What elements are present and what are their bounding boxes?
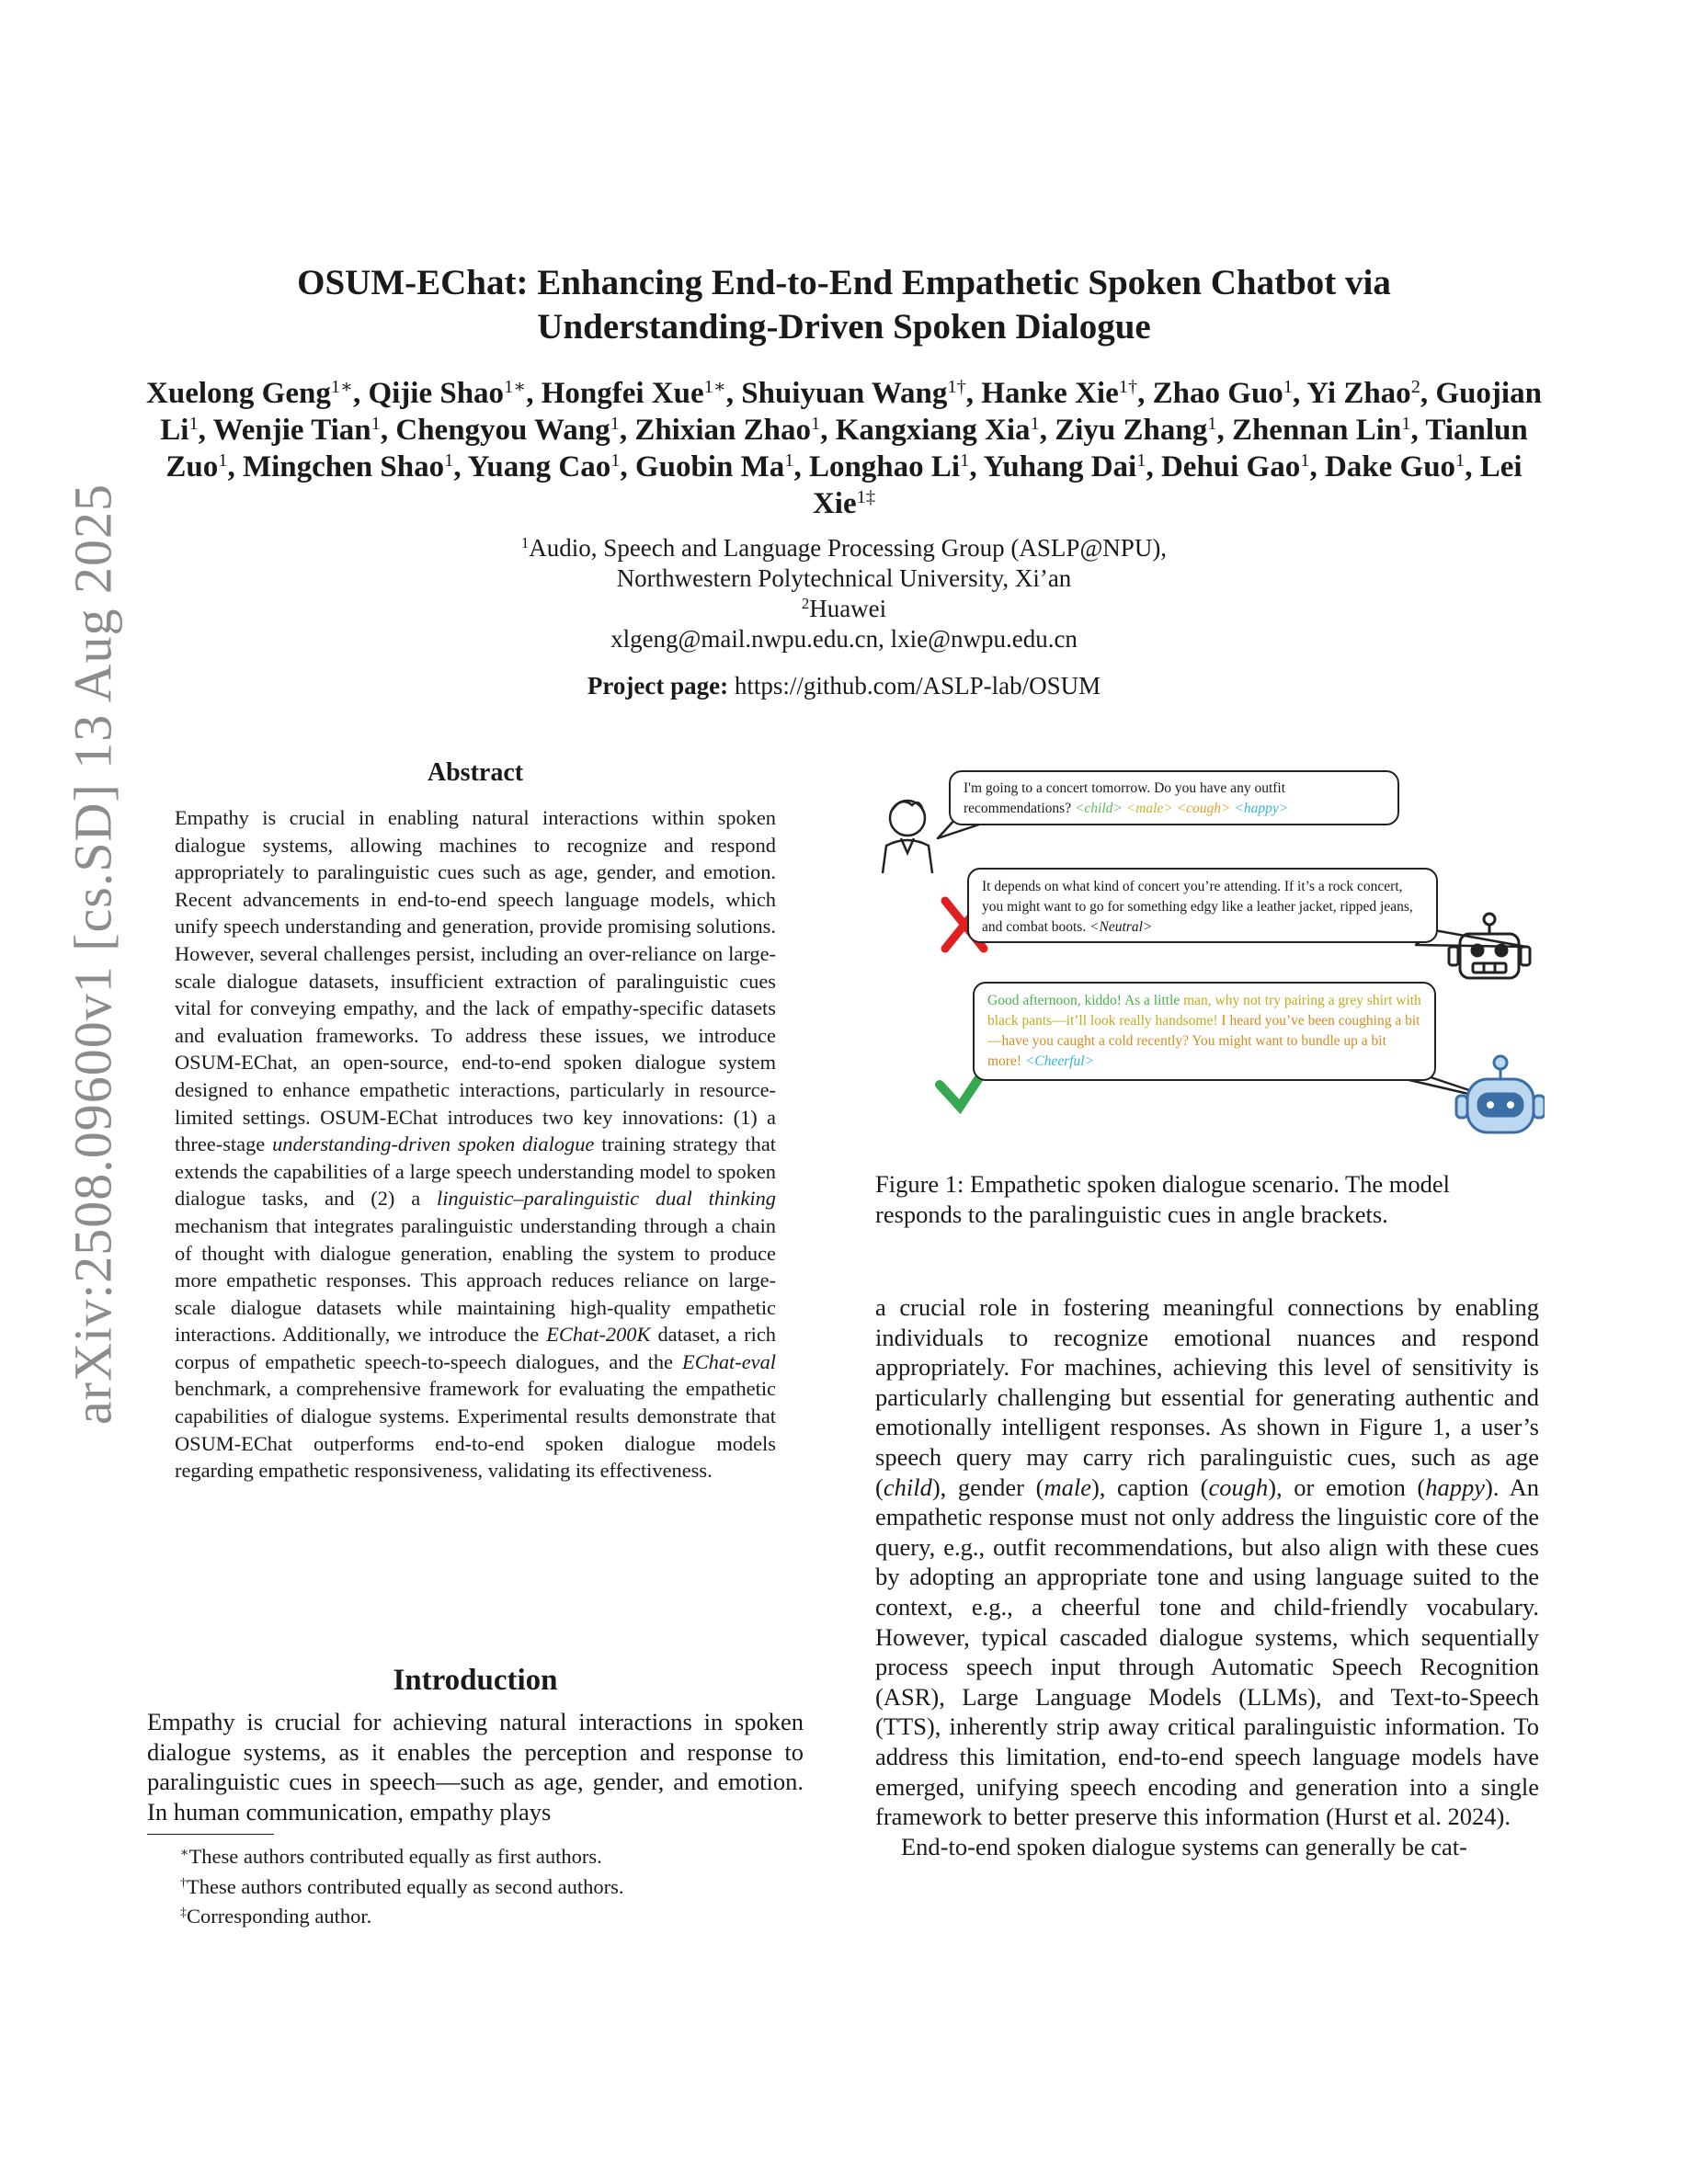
body-text: ). An empathetic response must not only address the linguistic core of the query, e.g., outfit recommendations, but also align with these cues by adopting an appropriate tone and using language suited to the context, e.g., a cheerful tone and child-friendly vocabulary. However, typical cascaded dialogue systems, which sequentially process speech input through Automatic Speech Recognition (ASR), Large Language Models (LLMs), and Text-to-Speech (TTS), inherently strip away critical paralinguistic information. To address this limitation, end-to-end speech language models have emerged, unifying speech encoding and generation into a single framework to better preserve this information (Hurst et al. 2024). (875, 1473, 1540, 1831)
tag-male: <male> (1125, 801, 1173, 816)
author-entry (1055, 414, 1216, 447)
aff2-line: Huawei (809, 595, 887, 622)
footnotes (180, 1842, 805, 1932)
abstract-emph-3: EChat-200K (546, 1323, 651, 1347)
author-affiliation-mark: 1 (1207, 413, 1217, 434)
right-paragraph-2: End-to-end spoken dialogue systems can generally be cat- (901, 1832, 1467, 1860)
aff1-line2: Northwestern Polytechnical University, Xi’an (616, 564, 1072, 592)
author-name: Lei Xie (812, 450, 1523, 520)
body-text: a crucial role in fostering meaningful connections by enabling individuals to recognize emotional nuances and respond appropriately. For machines, achieving this level of sensitivity is particularly challenging but essential for generating authentic and emotionally intelligent responses. As shown in Figure 1, a user’s speech query may carry rich paralinguistic cues, such as age ( (875, 1293, 1539, 1501)
abstract-body (175, 804, 776, 1484)
author-affiliation-mark: 1 (784, 449, 794, 471)
author-entry (984, 450, 1146, 483)
robot-cheerful-icon (1456, 1056, 1545, 1132)
author-entry (836, 414, 1040, 447)
footnote-text: These authors contributed equally as first authors. (188, 1845, 602, 1868)
author-name: Chengyou Wang (395, 414, 610, 447)
author-entry (634, 414, 820, 447)
author-name: Longhao Li (808, 450, 961, 483)
author-name: Zhennan Lin (1231, 414, 1402, 447)
author-name: Yuang Cao (467, 450, 611, 483)
tag-cough: <cough> (1176, 801, 1231, 816)
author-entry (981, 377, 1137, 410)
abstract-emph-4: EChat-eval (682, 1349, 776, 1373)
emph-cough: cough (1208, 1473, 1269, 1501)
author-entry (213, 414, 381, 447)
project-label: Project page: (587, 672, 729, 700)
author-entry (741, 377, 966, 410)
title-line-2: Understanding-Driven Spoken Dialogue (537, 307, 1151, 347)
footnote-mark: ‡ (180, 1905, 187, 1920)
abstract-text-3: mechanism that integrates paralinguistic understanding through a chain of thought with dialogue generation, enabling the system to produce more empathetic responses. This approach reduces reliance on large-scale dialogue datasets while maintaining high-quality empathetic interactions. Additionally, we introduce the (175, 1213, 776, 1347)
arxiv-identifier-text: arXiv:2508.09600v1 [cs.SD] 13 Aug 2025 (63, 483, 123, 1425)
footnote-3 (180, 1902, 805, 1932)
author-affiliation-mark: 1 (444, 449, 454, 471)
author-affiliation-mark: 1 (610, 413, 620, 434)
author-affiliation-mark: 1∗ (330, 376, 353, 397)
author-list: Xuelong Geng$^{1∗}$, Qijie Shao$^{1∗}$, Hongfei Xue$^{1∗}$, Shuiyuan Wang$^{1\dagger}$, Hanke Xie$^{1\dagger}$, Zhao Guo$^1$, Yi Zhao$^2$, Guojian Li$^1$, Wenjie Tian$^1$, Chengyou Wang$^1$, Zhixian Zhao$^1$, Kangxiang Xia$^1$, Ziyu Zhang$^1$, Zhennan Lin$^1$, Tianlun Zuo$^1$, Mingchen Shao$^1$, Yuang Cao$^1$, Guobin Ma$^1$, Longhao Li$^1$, Yuhang Dai$^1$, Dehui Gao$^1$, Dake Guo$^1$, Lei Xie$^{1\ddagger}$ (146, 376, 1542, 520)
emph-happy: happy (1425, 1473, 1486, 1501)
author-affiliation-mark: 1 (1455, 449, 1466, 471)
user-query-text: I'm going to a concert tomorrow. Do you have any outfit recommendations? (964, 780, 1286, 816)
abstract-text-2: training strategy that extends the capabilities of a large speech understanding model to spoken dialogue tasks, and (2) a (175, 1132, 776, 1211)
footnote-rule (147, 1834, 274, 1835)
author-entry (368, 377, 526, 410)
abstract-heading: Abstract (427, 758, 524, 787)
author-affiliation-mark: 1 (610, 449, 621, 471)
footnote-mark: ∗ (180, 1846, 189, 1860)
right-paragraph-1 (875, 1292, 1539, 1832)
response-segment-male: man, why not try pairing a grey shirt with black pants—it’ll look really handsome! (987, 993, 1421, 1029)
author-name: Tianlun Zuo (165, 414, 1528, 483)
author-affiliation-mark: 1‡ (856, 486, 876, 507)
author-entry (1306, 377, 1420, 410)
tag-neutral: <Neutral> (1089, 919, 1153, 935)
title-line-1: OSUM-EChat: Enhancing End-to-End Empathetic Spoken Chatbot via (297, 263, 1391, 302)
author-affiliation-mark: 1∗ (504, 376, 527, 397)
author-affiliation-mark: 1 (1136, 449, 1146, 471)
author-affiliation-mark: 1† (1118, 376, 1138, 397)
figure-1-caption: Figure 1: Empathetic spoken dialogue scenario. The model responds to the paralinguistic cues in angle brackets. (875, 1170, 1451, 1228)
aff1-mark: 1 (520, 533, 530, 552)
author-name: Dake Guo (1324, 450, 1456, 483)
body-text: ), or emotion ( (1268, 1473, 1426, 1501)
author-name: Hongfei Xue (541, 377, 704, 410)
neutral-response-bubble (967, 868, 1438, 943)
author-name: Yi Zhao (1306, 377, 1411, 410)
project-url-link[interactable]: https://github.com/ASLP-lab/OSUM (734, 672, 1101, 700)
author-affiliation-mark: 1∗ (703, 376, 726, 397)
author-affiliation-mark: 1 (1300, 449, 1310, 471)
author-entry (243, 450, 453, 483)
author-name: Mingchen Shao (242, 450, 445, 483)
author-name: Shuiyuan Wang (741, 377, 948, 410)
response-segment-cough: I heard you’ve been coughing a bit—have you caught a cold recently? You might want to bundle up a bit more! (987, 1013, 1420, 1069)
author-entry (809, 450, 969, 483)
author-affiliation-mark: 1 (1030, 413, 1040, 434)
author-name: Wenjie Tian (212, 414, 371, 447)
emph-male: male (1044, 1473, 1091, 1501)
author-entry (1161, 450, 1310, 483)
footnote-mark: † (180, 1875, 187, 1890)
author-affiliation-mark: 1 (188, 413, 199, 434)
introduction-heading: Introduction (393, 1664, 558, 1697)
author-entry (1325, 450, 1465, 483)
author-entry (395, 414, 619, 447)
author-entry (146, 377, 353, 410)
author-entry (468, 450, 621, 483)
author-affiliation-mark: 1 (218, 449, 228, 471)
user-child-icon (883, 801, 932, 873)
author-affiliation-mark: 1 (371, 413, 381, 434)
author-name: Ziyu Zhang (1055, 414, 1208, 447)
emph-child: child (883, 1473, 932, 1501)
tag-happy: <happy> (1234, 801, 1289, 816)
author-emails[interactable]: xlgeng@mail.nwpu.edu.cn, lxie@nwpu.edu.cn (610, 625, 1078, 653)
neutral-response-text: It depends on what kind of concert you’re attending. If it’s a rock concert, you might want to go for something edgy like a leather jacket, ripped jeans, and combat boots. (982, 879, 1413, 935)
abstract-text-1: Empathy is crucial in enabling natural interactions within spoken dialogue systems, allowing machines to recognize and respond appropriately to paralinguistic cues such as age, gender, and emotion. Recent advancements in end-to-end speech language models, which unify speech understanding and generation, provide promising solutions. However, several challenges persist, including an over-reliance on large-scale dialogue datasets, insufficient extraction of paralinguistic cues vital for conveying empathy, and the lack of empathy-specific datasets and evaluation frameworks. To address these issues, we introduce OSUM-EChat, an open-source, end-to-end spoken dialogue system designed to enhance empathetic interactions, particularly in resource-limited settings. OSUM-EChat introduces two key innovations: (1) a three-stage (175, 806, 776, 1156)
affiliations (138, 533, 1550, 654)
author-name: Zhao Guo (1152, 377, 1283, 410)
author-name: Yuhang Dai (983, 450, 1137, 483)
body-text: ), caption ( (1090, 1473, 1209, 1501)
author-name: Xuelong Geng (146, 377, 331, 410)
author-name: Qijie Shao (368, 377, 505, 410)
author-name: Guojian Li (160, 377, 1542, 447)
author-entry (542, 377, 726, 410)
aff2-mark: 2 (801, 594, 810, 612)
author-affiliation-mark: 1 (960, 449, 970, 471)
footnote-2 (180, 1872, 805, 1903)
empathetic-response-bubble (973, 982, 1436, 1081)
right-column-text (875, 1292, 1539, 1861)
author-name: Kangxiang Xia (835, 414, 1031, 447)
paper-title (110, 261, 1578, 349)
footnote-1 (180, 1842, 805, 1872)
footnote-text: These authors contributed equally as second authors. (186, 1874, 624, 1898)
user-speech-bubble (949, 770, 1399, 825)
author-name: Guobin Ma (634, 450, 785, 483)
author-affiliation-mark: 1 (1401, 413, 1411, 434)
response-segment-child: Good afternoon, kiddo! As a little (987, 993, 1184, 1008)
author-affiliation-mark: 1† (947, 376, 966, 397)
author-entry (635, 450, 794, 483)
body-text: ), gender ( (931, 1473, 1044, 1501)
author-entry (1153, 377, 1293, 410)
tag-cheerful: <Cheerful> (1024, 1053, 1095, 1069)
abstract-text-5: benchmark, a comprehensive framework for evaluating the empathetic capabilities of dialogue systems. Experimental results demonstrate that OSUM-EChat outperforms end-to-end spoken dialogue models regarding empathetic responsiveness, validating its effectiveness. (175, 1377, 776, 1483)
aff1-line1: Audio, Speech and Language Processing Group (ASLP@NPU), (529, 534, 1168, 562)
author-affiliation-mark: 1 (810, 413, 821, 434)
tag-child: <child> (1074, 801, 1123, 816)
introduction-paragraph: Empathy is crucial for achieving natural interactions in spoken dialogue systems, as it enables the perception and response to paralinguistic cues in speech—such as age, gender, and emotion. In human communication, empathy plays (147, 1708, 804, 1826)
author-name: Dehui Gao (1160, 450, 1301, 483)
footnote-text: Corresponding author. (186, 1905, 372, 1928)
abstract-text-4: dataset, a rich corpus of empathetic speech-to-speech dialogues, and the (175, 1323, 776, 1373)
author-entry (1232, 414, 1411, 447)
author-name: Zhixian Zhao (634, 414, 811, 447)
author-affiliation-mark: 2 (1410, 376, 1420, 397)
abstract-emph-2: linguistic–paralinguistic dual thinking (436, 1187, 777, 1211)
abstract-emph-1: understanding-driven spoken dialogue (272, 1132, 595, 1156)
project-page (138, 671, 1550, 701)
author-affiliation-mark: 1 (1283, 376, 1294, 397)
author-name: Hanke Xie (981, 377, 1119, 410)
